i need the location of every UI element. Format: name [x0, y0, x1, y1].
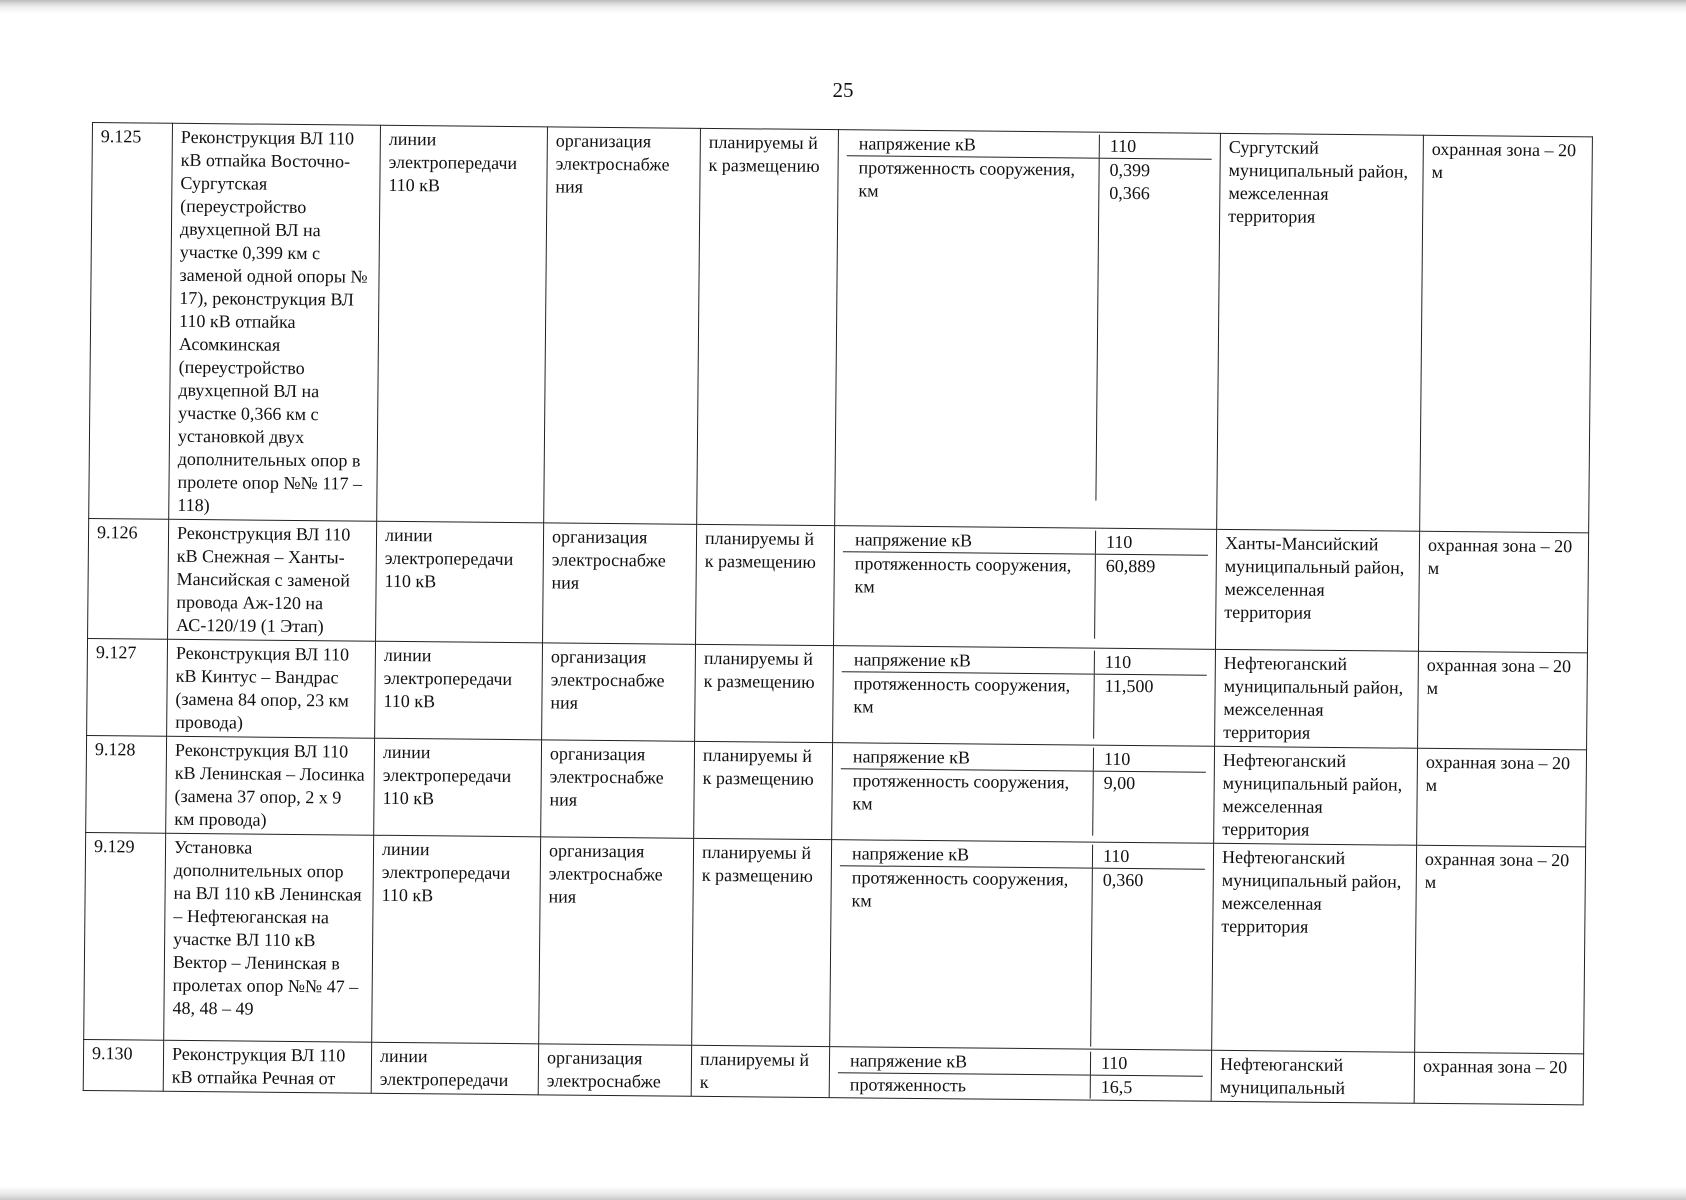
object-purpose: организация электроснабже ния — [543, 523, 697, 644]
object-status: планируемы й к размещению — [692, 838, 832, 1046]
object-location: Ханты-Мансийский муниципальный район, межселенная территория — [1215, 529, 1419, 651]
row-number: 9.128 — [86, 735, 167, 833]
param-length-value: 0,399 — [1109, 159, 1151, 181]
object-location: Нефтеюганский муниципальный район, межселенная территория — [1215, 649, 1419, 748]
object-location: Нефтеюганский муниципальный — [1211, 1050, 1414, 1103]
object-purpose: организация электроснабже ния — [544, 127, 701, 524]
row-number: 9.126 — [88, 518, 169, 639]
object-purpose: организация электроснабже ния — [542, 643, 696, 741]
param-voltage-label: напряжение кВ — [847, 132, 1100, 157]
param-voltage-label: напряжение кВ — [841, 745, 1094, 770]
object-location: Нефтеюганский муниципальный район, межселенная территория — [1214, 746, 1418, 845]
scan-top-edge — [0, 0, 1686, 22]
object-characteristics — [835, 130, 1221, 530]
param-voltage-value: 110 — [1109, 135, 1137, 157]
object-purpose: организация электроснабже — [538, 1044, 691, 1096]
param-length-label: протяженность сооружения, км — [852, 770, 1070, 814]
object-name: Реконструкция ВЛ 110 кВ отпайка Восточно-Сургутская (переустройство двухцепной ВЛ на участке 0,399 км с заменой одной опоры № 17), реконструкция ВЛ 110 кВ отпайка Асомкинская (переустройство двухцепной ВЛ на участке 0,366 км с установкой двух дополнительных опор в пролете опор №№ 117 – 118) — [169, 123, 381, 521]
object-zone: охранная зона – 20 м — [1418, 531, 1588, 653]
object-type: линии электропередачи 110 кВ — [376, 521, 544, 643]
object-characteristics — [834, 526, 1217, 650]
object-name: Установка дополнительных опор на ВЛ 110 кВ Ленинская – Нефтеюганская на участке ВЛ 110 кВ Вектор – Ленинская в пролетах опор №№ 47 – 48, 48 – 49 — [164, 833, 374, 1042]
param-length-value: 0,360 — [1102, 869, 1144, 891]
object-status: планируемы й к размещению — [697, 128, 839, 525]
row-number: 9.125 — [89, 123, 173, 520]
row-number: 9.129 — [84, 832, 166, 1040]
object-type: линии электропередачи 110 кВ — [374, 738, 542, 837]
param-length-label: протяженность сооружения, км — [853, 673, 1071, 717]
param-length-value: 16,5 — [1100, 1076, 1133, 1098]
param-length-label: протяженность сооружения, км — [854, 553, 1072, 597]
object-characteristics — [833, 646, 1216, 747]
table-row — [89, 123, 1593, 533]
page-number: 25 — [832, 78, 854, 102]
object-zone: охранная зона – 20 м — [1418, 651, 1588, 750]
row-number: 9.130 — [83, 1039, 163, 1091]
param-voltage-label: напряжение кВ — [842, 648, 1095, 673]
object-type: линии электропередачи — [371, 1042, 538, 1095]
object-status: планируемы й к размещению — [696, 524, 835, 645]
object-type: линии электропередачи 110 кВ — [377, 125, 548, 523]
param-length-value: 11,500 — [1104, 675, 1154, 697]
object-status: планируемы й к — [691, 1045, 829, 1097]
param-length-label: протяженность сооружения, км — [851, 867, 1069, 911]
param-voltage-label: напряжение кВ — [838, 1049, 1091, 1074]
param-voltage-value: 110 — [1105, 531, 1133, 553]
row-number: 9.127 — [87, 638, 168, 736]
param-length-label: протяженность — [838, 1073, 1091, 1098]
object-name: Реконструкция ВЛ 110 кВ отпайка Речная от — [163, 1040, 371, 1093]
object-zone: охранная зона – 20 м — [1415, 845, 1586, 1054]
object-characteristics — [832, 743, 1215, 844]
object-location: Сургутский муниципальный район, межселенная территория — [1217, 133, 1424, 531]
scan-bottom-edge — [0, 1186, 1686, 1200]
table-row — [84, 832, 1586, 1053]
param-length-value: 9,00 — [1103, 772, 1136, 794]
objects-table — [83, 122, 1593, 1105]
object-purpose: организация электроснабже ния — [541, 740, 695, 838]
param-voltage-label: напряжение кВ — [840, 842, 1093, 867]
object-type: линии электропередачи 110 кВ — [372, 835, 541, 1044]
param-voltage-label: напряжение кВ — [843, 528, 1096, 553]
param-voltage-value: 110 — [1100, 1052, 1128, 1073]
param-voltage-value: 110 — [1103, 748, 1131, 769]
object-type: линии электропередачи 110 кВ — [375, 641, 543, 740]
object-purpose: организация электроснабже ния — [539, 837, 694, 1045]
object-name: Реконструкция ВЛ 110 кВ Кинтус – Вандрас (замена 84 опор, 23 км провода) — [167, 639, 376, 738]
table-row — [87, 638, 1588, 749]
object-name: Реконструкция ВЛ 110 кВ Ленинская – Лосинка (замена 37 опор, 2 х 9 км провода) — [166, 736, 375, 835]
object-characteristics — [830, 840, 1214, 1051]
object-zone: охранная зона – 20 м — [1417, 748, 1587, 847]
object-characteristics — [829, 1047, 1211, 1102]
param-length-value: 0,366 — [1109, 182, 1150, 204]
param-voltage-value: 110 — [1104, 651, 1132, 672]
object-location: Нефтеюганский муниципальный район, межселенная территория — [1212, 843, 1417, 1052]
object-zone: охранная зона – 20 — [1414, 1052, 1583, 1105]
object-status: планируемы й к размещению — [694, 741, 833, 839]
table-row — [86, 735, 1587, 846]
object-zone: охранная зона – 20 м — [1420, 135, 1593, 533]
param-length-value: 60,889 — [1105, 555, 1156, 577]
param-voltage-value: 110 — [1102, 845, 1130, 866]
object-name: Реконструкция ВЛ 110 кВ Снежная – Ханты-Мансийская с заменой провода Аж-120 на АС-120/19 (1 Этап) — [168, 519, 377, 641]
object-status: планируемы й к размещению — [695, 644, 834, 742]
param-length-label: протяженность сооружения, км — [858, 157, 1076, 201]
table-row — [88, 518, 1589, 652]
